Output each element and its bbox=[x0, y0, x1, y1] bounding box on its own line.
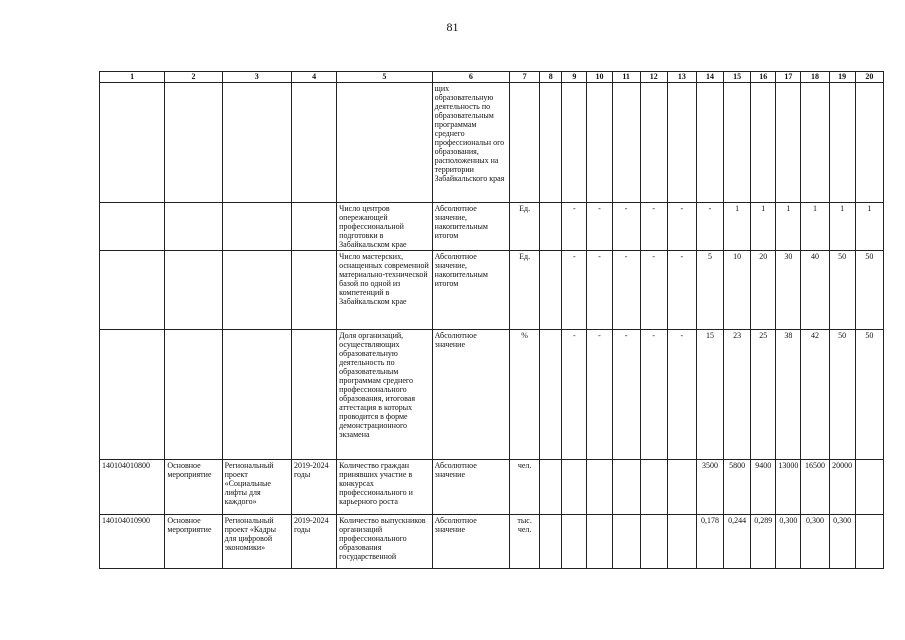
column-number-row bbox=[100, 72, 884, 83]
cell-unit: Ед. bbox=[510, 251, 540, 330]
cell-value: - bbox=[587, 251, 612, 330]
cell-value: 3500 bbox=[696, 460, 723, 515]
cell-value bbox=[855, 83, 883, 203]
cell-value: 0,289 bbox=[751, 515, 776, 569]
cell-value bbox=[540, 515, 562, 569]
cell-value-kind: Абсолютное значение bbox=[432, 460, 509, 515]
cell-value: 5800 bbox=[724, 460, 751, 515]
cell-code bbox=[100, 251, 165, 330]
cell-indicator: Число мастерских, оснащенных современной материально-технической базой по одной из компетенций в Забайкальском крае bbox=[337, 251, 432, 330]
cell-value bbox=[640, 83, 667, 203]
col-header: 13 bbox=[667, 72, 696, 83]
col-header: 12 bbox=[640, 72, 667, 83]
cell-value: 40 bbox=[801, 251, 829, 330]
cell-project bbox=[222, 203, 291, 251]
cell-value bbox=[829, 83, 855, 203]
cell-value: - bbox=[587, 330, 612, 460]
cell-value: 50 bbox=[855, 330, 883, 460]
cell-value: 38 bbox=[776, 330, 801, 460]
cell-value: 42 bbox=[801, 330, 829, 460]
cell-value: - bbox=[667, 203, 696, 251]
col-header: 8 bbox=[540, 72, 562, 83]
cell-value: - bbox=[562, 251, 587, 330]
col-header: 11 bbox=[612, 72, 640, 83]
cell-value: 9400 bbox=[751, 460, 776, 515]
cell-value bbox=[751, 83, 776, 203]
cell-value: 1 bbox=[829, 203, 855, 251]
cell-project bbox=[222, 251, 291, 330]
cell-years bbox=[291, 330, 336, 460]
cell-code: 140104010900 bbox=[100, 515, 165, 569]
cell-value-kind: Абсолютное значение, накопительным итогом bbox=[432, 251, 509, 330]
cell-value: 0,300 bbox=[801, 515, 829, 569]
cell-value bbox=[587, 83, 612, 203]
cell-value bbox=[612, 515, 640, 569]
col-header: 5 bbox=[337, 72, 432, 83]
cell-value-kind: Абсолютное значение bbox=[432, 515, 509, 569]
cell-indicator: Число центров опережающей профессиональной подготовки в Забайкальском крае bbox=[337, 203, 432, 251]
cell-project bbox=[222, 83, 291, 203]
cell-value: - bbox=[640, 251, 667, 330]
cell-project: Региональный проект «Кадры для цифровой экономики» bbox=[222, 515, 291, 569]
table-body bbox=[100, 83, 884, 569]
cell-indicator: Доля организаций, осуществляющих образовательную деятельность по образовательным программам среднего профессионального образования, итоговая аттестация в которых проводится в форме демонстрационного экзамена bbox=[337, 330, 432, 460]
cell-value: - bbox=[696, 203, 723, 251]
table-row bbox=[100, 251, 884, 330]
cell-activity-type: Основное мероприятие bbox=[165, 515, 222, 569]
cell-years bbox=[291, 83, 336, 203]
cell-value bbox=[562, 460, 587, 515]
table-row bbox=[100, 83, 884, 203]
cell-unit: % bbox=[510, 330, 540, 460]
cell-indicator bbox=[337, 83, 432, 203]
cell-value: 0,300 bbox=[829, 515, 855, 569]
cell-value: - bbox=[562, 330, 587, 460]
table-row bbox=[100, 515, 884, 569]
cell-value bbox=[855, 460, 883, 515]
cell-value: 1 bbox=[855, 203, 883, 251]
cell-value: 1 bbox=[724, 203, 751, 251]
cell-value: - bbox=[562, 203, 587, 251]
col-header: 19 bbox=[829, 72, 855, 83]
col-header: 17 bbox=[776, 72, 801, 83]
cell-value bbox=[540, 330, 562, 460]
cell-years: 2019-2024 годы bbox=[291, 460, 336, 515]
cell-value bbox=[724, 83, 751, 203]
cell-value: - bbox=[587, 203, 612, 251]
cell-value bbox=[776, 83, 801, 203]
cell-value bbox=[667, 460, 696, 515]
cell-code bbox=[100, 203, 165, 251]
cell-value: 0,300 bbox=[776, 515, 801, 569]
cell-value: - bbox=[612, 330, 640, 460]
cell-value: 5 bbox=[696, 251, 723, 330]
cell-value bbox=[587, 460, 612, 515]
cell-value: 50 bbox=[829, 330, 855, 460]
cell-unit: чел. bbox=[510, 460, 540, 515]
table-row bbox=[100, 203, 884, 251]
cell-value bbox=[696, 83, 723, 203]
col-header: 16 bbox=[751, 72, 776, 83]
cell-value-kind: щих образовательную деятельность по образовательным программам среднего профессиональн ого образования, расположенных на территории Забайкальского края bbox=[432, 83, 509, 203]
col-header: 18 bbox=[801, 72, 829, 83]
cell-value bbox=[540, 83, 562, 203]
cell-value: 16500 bbox=[801, 460, 829, 515]
col-header: 10 bbox=[587, 72, 612, 83]
cell-value-kind: Абсолютное значение bbox=[432, 330, 509, 460]
cell-code bbox=[100, 330, 165, 460]
col-header: 6 bbox=[432, 72, 509, 83]
cell-value: 1 bbox=[751, 203, 776, 251]
cell-value: - bbox=[640, 203, 667, 251]
cell-years: 2019-2024 годы bbox=[291, 515, 336, 569]
cell-code bbox=[100, 83, 165, 203]
indicators-table bbox=[99, 71, 884, 569]
cell-value: 0,178 bbox=[696, 515, 723, 569]
cell-value bbox=[587, 515, 612, 569]
cell-value: 0,244 bbox=[724, 515, 751, 569]
cell-activity-type bbox=[165, 83, 222, 203]
col-header: 15 bbox=[724, 72, 751, 83]
cell-value bbox=[640, 460, 667, 515]
cell-value-kind: Абсолютное значение, накопительным итогом bbox=[432, 203, 509, 251]
cell-activity-type bbox=[165, 251, 222, 330]
cell-value: - bbox=[640, 330, 667, 460]
cell-value bbox=[855, 515, 883, 569]
table-row bbox=[100, 330, 884, 460]
col-header: 7 bbox=[510, 72, 540, 83]
col-header: 9 bbox=[562, 72, 587, 83]
table-row bbox=[100, 460, 884, 515]
cell-value: 20000 bbox=[829, 460, 855, 515]
cell-value bbox=[562, 83, 587, 203]
cell-value bbox=[667, 515, 696, 569]
cell-project: Региональный проект «Социальные лифты для каждого» bbox=[222, 460, 291, 515]
cell-value: 30 bbox=[776, 251, 801, 330]
cell-value: 23 bbox=[724, 330, 751, 460]
cell-unit bbox=[510, 83, 540, 203]
cell-value: - bbox=[612, 203, 640, 251]
col-header: 20 bbox=[855, 72, 883, 83]
cell-value: 25 bbox=[751, 330, 776, 460]
cell-value bbox=[612, 83, 640, 203]
cell-value bbox=[640, 515, 667, 569]
cell-value: 15 bbox=[696, 330, 723, 460]
cell-years bbox=[291, 251, 336, 330]
cell-value bbox=[801, 83, 829, 203]
cell-activity-type bbox=[165, 203, 222, 251]
page-number: 81 bbox=[446, 20, 459, 34]
cell-value: 20 bbox=[751, 251, 776, 330]
cell-project bbox=[222, 330, 291, 460]
col-header: 14 bbox=[696, 72, 723, 83]
cell-value bbox=[540, 460, 562, 515]
cell-value: - bbox=[667, 330, 696, 460]
col-header: 4 bbox=[291, 72, 336, 83]
cell-value: - bbox=[612, 251, 640, 330]
cell-years bbox=[291, 203, 336, 251]
col-header: 1 bbox=[100, 72, 165, 83]
cell-value bbox=[540, 251, 562, 330]
cell-value: - bbox=[667, 251, 696, 330]
cell-value bbox=[612, 460, 640, 515]
cell-unit: Ед. bbox=[510, 203, 540, 251]
cell-value: 1 bbox=[776, 203, 801, 251]
cell-indicator: Количество граждан принявших участие в конкурсах профессионального и карьерного роста bbox=[337, 460, 432, 515]
cell-code: 140104010800 bbox=[100, 460, 165, 515]
cell-indicator: Количество выпускников организаций профессионального образования государственной bbox=[337, 515, 432, 569]
col-header: 2 bbox=[165, 72, 222, 83]
cell-value bbox=[562, 515, 587, 569]
cell-value: 13000 bbox=[776, 460, 801, 515]
cell-value: 50 bbox=[855, 251, 883, 330]
cell-value bbox=[667, 83, 696, 203]
cell-value: 10 bbox=[724, 251, 751, 330]
cell-value: 1 bbox=[801, 203, 829, 251]
col-header: 3 bbox=[222, 72, 291, 83]
cell-unit: тыс. чел. bbox=[510, 515, 540, 569]
cell-activity-type: Основное мероприятие bbox=[165, 460, 222, 515]
cell-activity-type bbox=[165, 330, 222, 460]
cell-value: 50 bbox=[829, 251, 855, 330]
cell-value bbox=[540, 203, 562, 251]
